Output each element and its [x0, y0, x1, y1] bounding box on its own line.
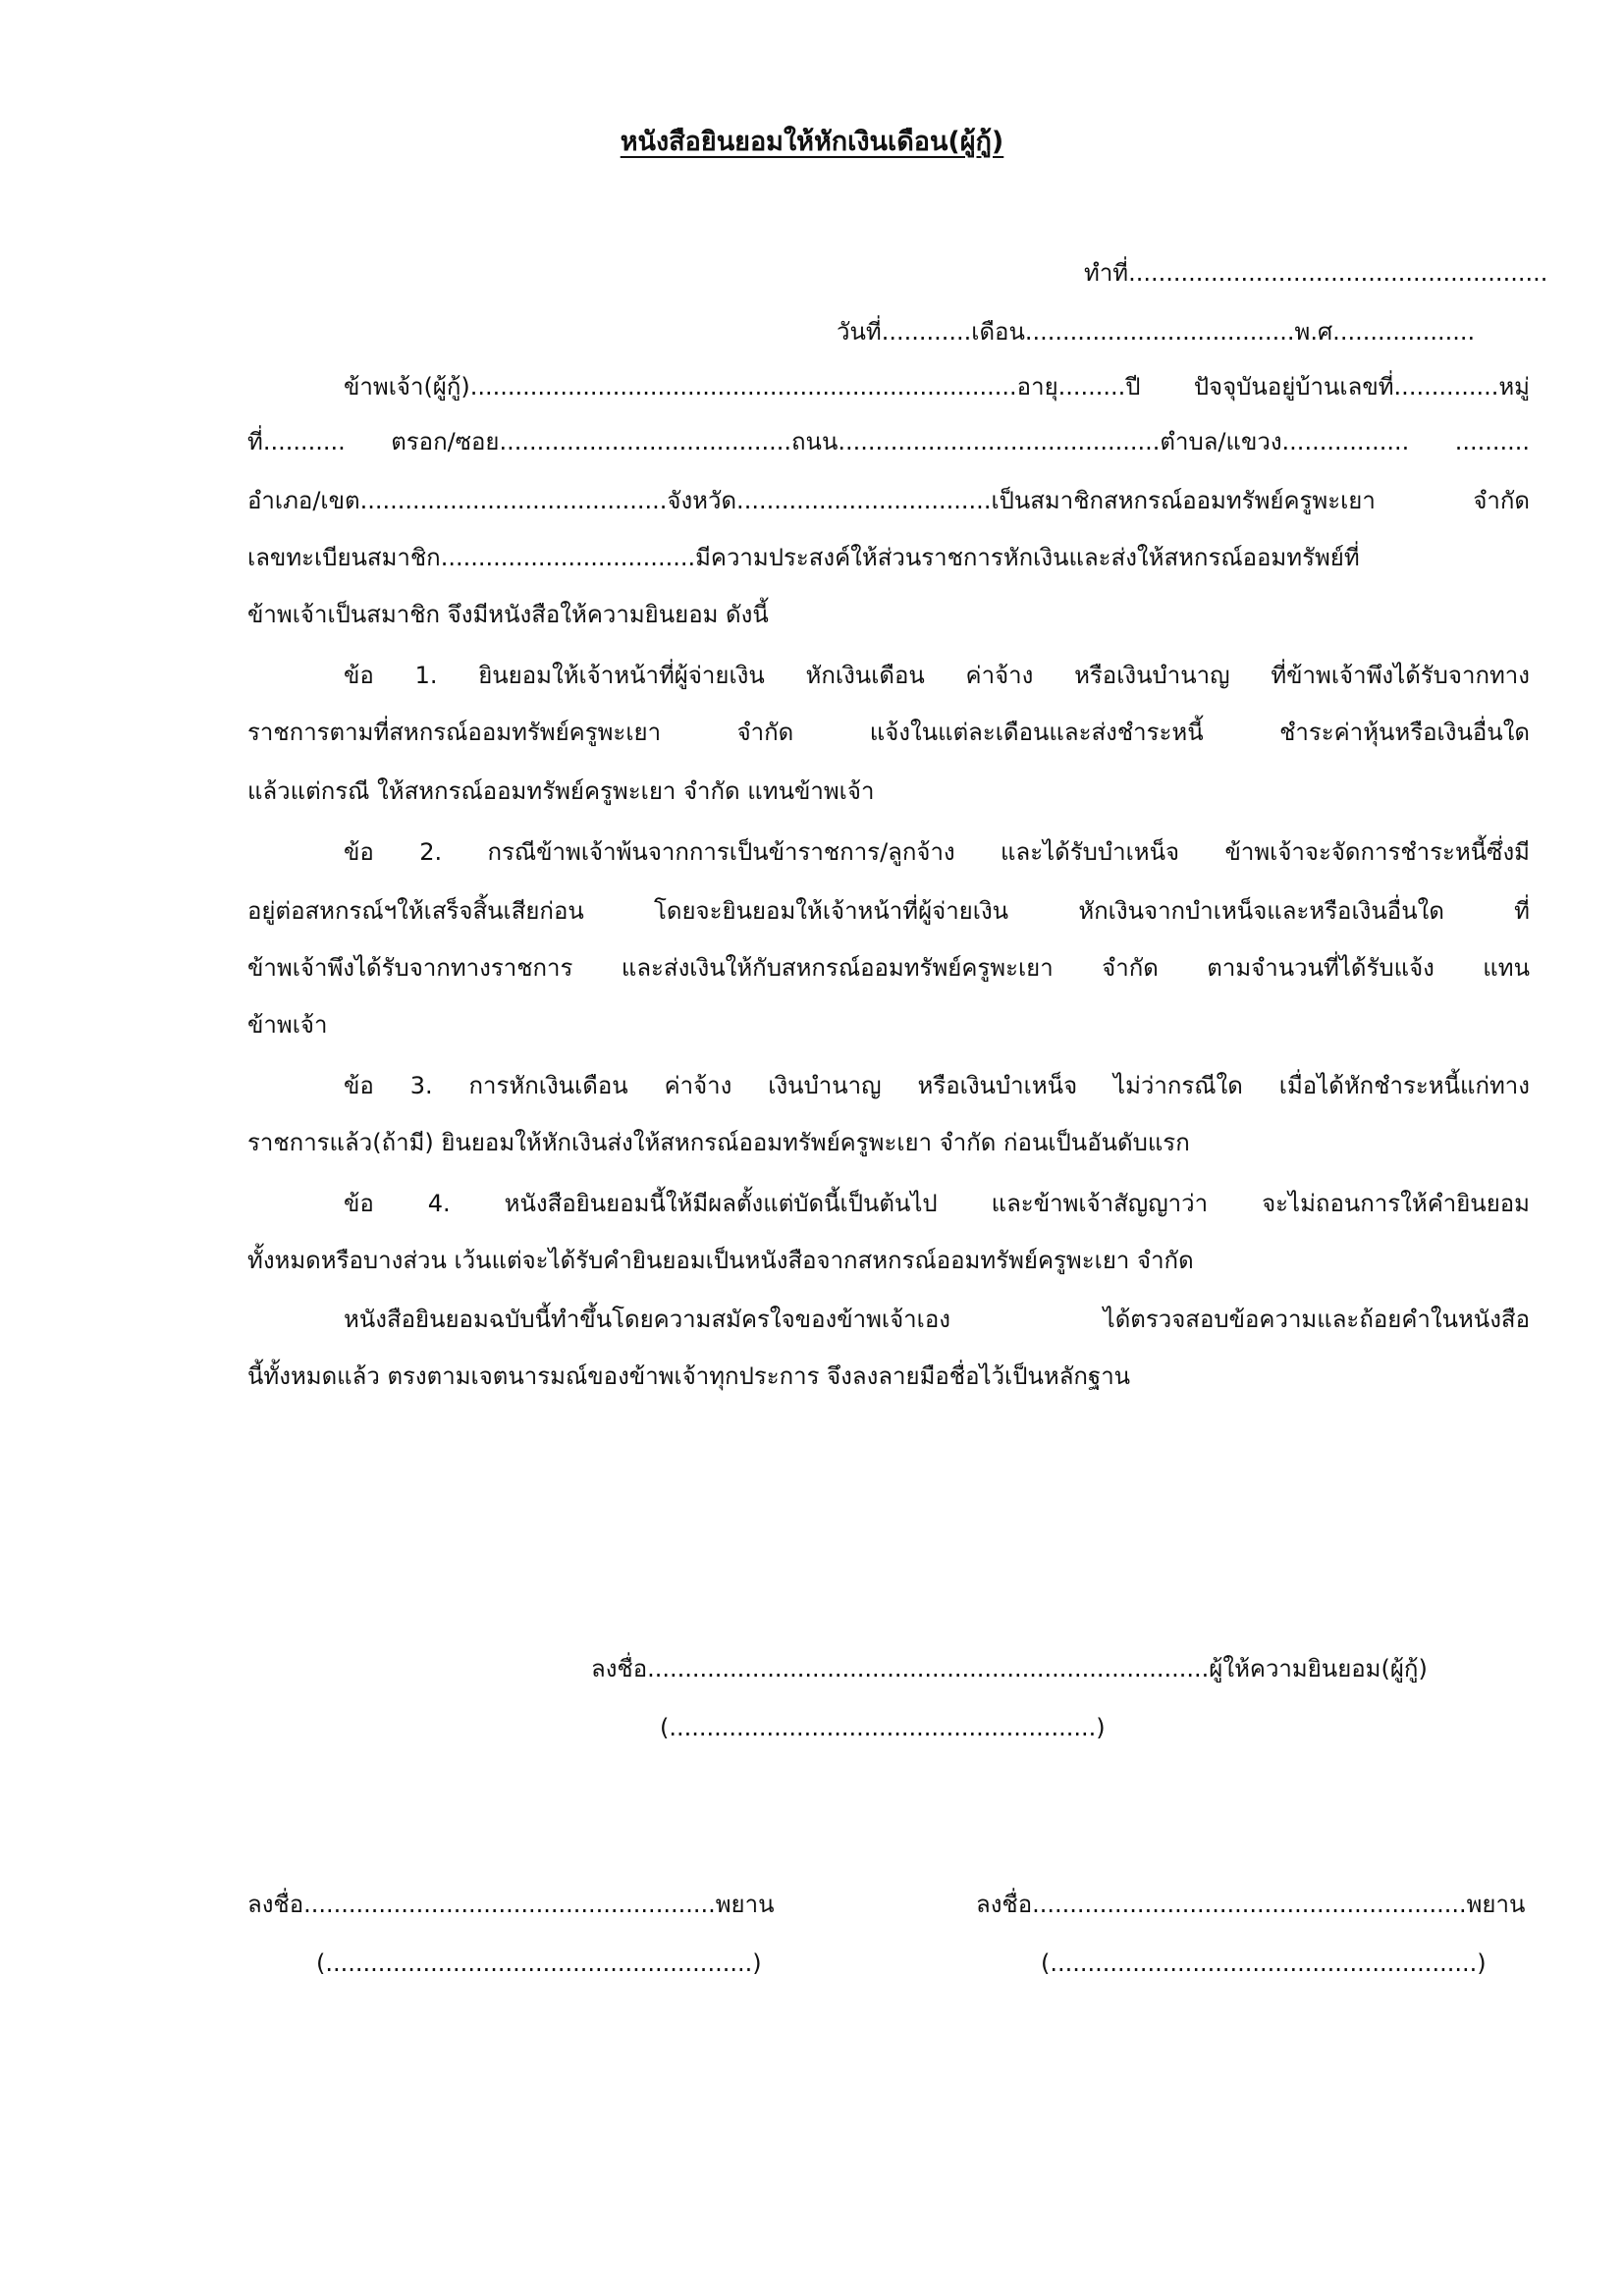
- clause-3-line: ราชการแล้ว(ถ้ามี) ยินยอมให้หักเงินส่งให้สหกรณ์ออมทรัพย์ครูพะเยา จำกัด ก่อนเป็นอันดับแรก: [247, 1129, 1190, 1156]
- closing-line: หนังสือยินยอมฉบับนี้ทำขึ้นโดยความสมัครใจของข้าพเจ้าเอง ได้ตรวจสอบข้อความและถ้อยคำในหนังสือ: [344, 1306, 1530, 1333]
- clause-1-line: แล้วแต่กรณี ให้สหกรณ์ออมทรัพย์ครูพะเยา จำกัด แทนข้าพเจ้า: [247, 777, 875, 805]
- clause-1-line: ข้อ 1. ยินยอมให้เจ้าหน้าที่ผู้จ่ายเงิน หักเงินเดือน ค่าจ้าง หรือเงินบำนาญ ที่ข้าพเจ้าพึงได้รับจากทาง: [344, 662, 1530, 689]
- borrower-signature-line: ลงชื่อ...........................................................................ผู้ให้ความยินยอม(ผู้กู้): [591, 1655, 1428, 1682]
- clause-2-line: ข้าพเจ้า: [247, 1011, 328, 1039]
- intro-line: ที่........... ตรอก/ซอย.......................................ถนน...........................................ตำบล/แขวง................. ..........: [247, 428, 1530, 455]
- clause-1-line: ราชการตามที่สหกรณ์ออมทรัพย์ครูพะเยา จำกัด แจ้งในแต่ละเดือนและส่งชำระหนี้ ชำระค่าหุ้นหรือเงินอื่นใด: [247, 719, 1530, 746]
- intro-line: ข้าพเจ้า(ผู้กู้).........................................................................อายุ.........ปี ปัจจุบันอยู่บ้านเลขที่..............หมู่: [344, 373, 1530, 400]
- intro-line: เลขทะเบียนสมาชิก..................................มีความประสงค์ให้ส่วนราชการหักเงินและส่งให้สหกรณ์ออมทรัพย์ที่: [247, 544, 1360, 571]
- clause-2-line: ข้อ 2. กรณีข้าพเจ้าพ้นจากการเป็นข้าราชการ/ลูกจ้าง และได้รับบำเหน็จ ข้าพเจ้าจะจัดการชำระหนี้ซึ่งมี: [344, 838, 1530, 866]
- witness-2-name-line: (.........................................................): [1041, 1949, 1487, 1977]
- place-field: ทำที่........................................................: [1084, 259, 1548, 287]
- clause-4-line: ทั้งหมดหรือบางส่วน เว้นแต่จะได้รับคำยินยอมเป็นหนังสือจากสหกรณ์ออมทรัพย์ครูพะเยา จำกัด: [247, 1247, 1194, 1274]
- witness-1-signature-line: ลงชื่อ.......................................................พยาน: [247, 1891, 775, 1918]
- borrower-name-line: (.........................................................): [660, 1714, 1106, 1741]
- witness-2-signature-line: ลงชื่อ..........................................................พยาน: [976, 1891, 1526, 1918]
- clause-3-line: ข้อ 3. การหักเงินเดือน ค่าจ้าง เงินบำนาญ หรือเงินบำเหน็จ ไม่ว่ากรณีใด เมื่อได้หักชำระหนี้แก่ทาง: [344, 1072, 1530, 1099]
- closing-line: นี้ทั้งหมดแล้ว ตรงตามเจตนารมณ์ของข้าพเจ้าทุกประการ จึงลงลายมือชื่อไว้เป็นหลักฐาน: [247, 1362, 1131, 1390]
- date-field: วันที่............เดือน....................................พ.ศ...................: [837, 318, 1476, 346]
- document-title: หนังสือยินยอมให้หักเงินเดือน(ผู้กู้): [620, 127, 1004, 157]
- witness-1-name-line: (.........................................................): [316, 1949, 762, 1977]
- intro-line: ข้าพเจ้าเป็นสมาชิก จึงมีหนังสือให้ความยินยอม ดังนี้: [247, 601, 769, 628]
- clause-4-line: ข้อ 4. หนังสือยินยอมนี้ให้มีผลตั้งแต่บัดนี้เป็นต้นไป และข้าพเจ้าสัญญาว่า จะไม่ถอนการให้คำยินยอม: [344, 1190, 1530, 1217]
- clause-2-line: ข้าพเจ้าพึงได้รับจากทางราชการ และส่งเงินให้กับสหกรณ์ออมทรัพย์ครูพะเยา จำกัด ตามจำนวนที่ได้รับแจ้ง แทน: [247, 954, 1530, 982]
- intro-line: อำเภอ/เขต.........................................จังหวัด..................................เป็นสมาชิกสหกรณ์ออมทรัพย์ครูพะเยา จำกัด: [247, 487, 1530, 514]
- clause-2-line: อยู่ต่อสหกรณ์ฯให้เสร็จสิ้นเสียก่อน โดยจะยินยอมให้เจ้าหน้าที่ผู้จ่ายเงิน หักเงินจากบำเหน็จและหรือเงินอื่นใด ที่: [247, 897, 1530, 925]
